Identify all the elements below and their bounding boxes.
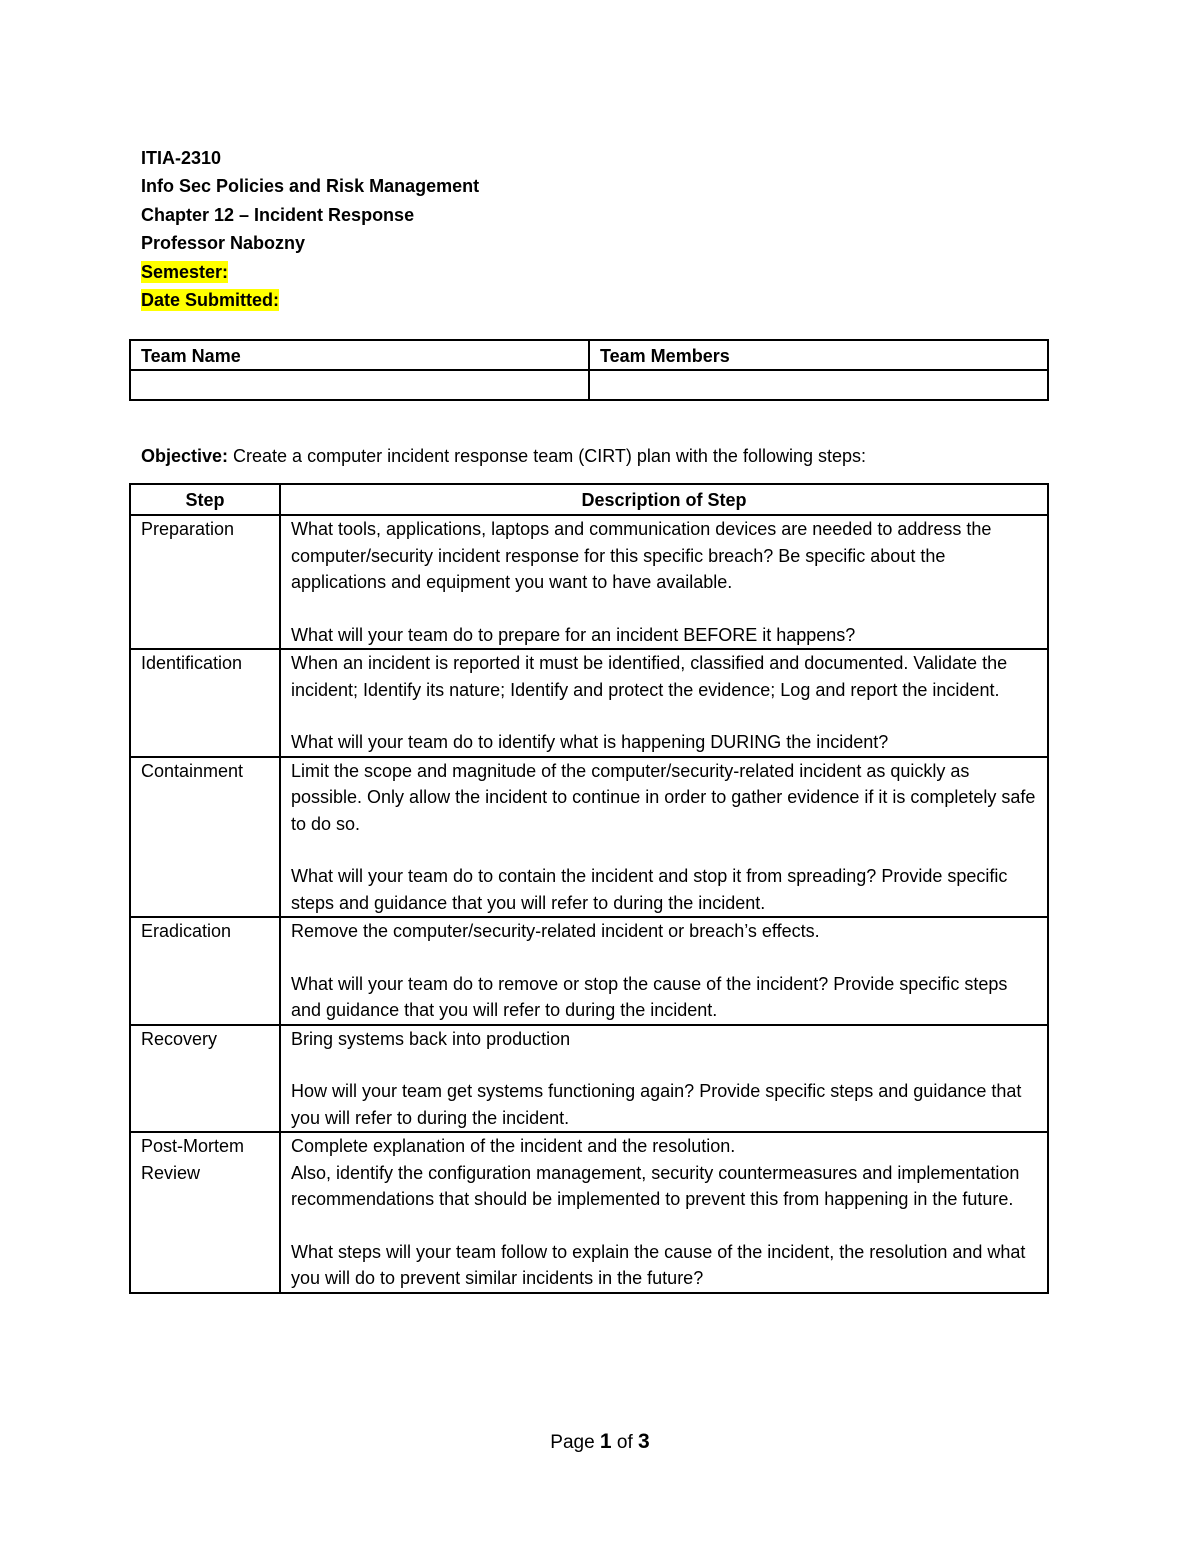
semester-label: Semester: <box>141 261 229 282</box>
step-row <box>130 515 1048 649</box>
step-description-paragraph: How will your team get systems functioning again? Provide specific steps and guidance that you will refer to during the incident. <box>291 1081 1022 1128</box>
semester-line <box>141 258 479 286</box>
step-description-cell <box>280 757 1048 918</box>
step-name-cell: Preparation <box>130 515 280 649</box>
step-description-paragraph: What tools, applications, laptops and communication devices are needed to address the computer/security incident response for this specific breach? Be specific about the applications and equipment you want to have available. <box>291 519 992 592</box>
paragraph-spacer <box>291 703 1037 729</box>
objective-statement <box>141 444 866 468</box>
step-description-paragraph: When an incident is reported it must be identified, classified and documented. Validate the incident; Identify its nature; Identify and protect the evidence; Log and report the incident. <box>291 653 1008 700</box>
step-description-paragraph: What will your team do to prepare for an incident BEFORE it happens? <box>291 624 856 645</box>
team-members-header: Team Members <box>589 340 1048 370</box>
step-description-paragraph: What will your team do to contain the incident and stop it from spreading? Provide specific steps and guidance that you will refer to during the incident. <box>291 866 1008 913</box>
team-table <box>129 339 1049 401</box>
of-word: of <box>616 1432 633 1453</box>
chapter-title: Chapter 12 – Incident Response <box>141 204 415 225</box>
step-name-cell: Eradication <box>130 917 280 1025</box>
step-description-paragraph: What will your team do to identify what is happening DURING the incident? <box>291 732 889 752</box>
paragraph-spacer <box>291 837 1037 863</box>
page-word: Page <box>550 1432 595 1453</box>
step-description-paragraph: What will your team do to remove or stop the cause of the incident? Provide specific steps and guidance that you will refer to during the incident. <box>291 973 1008 1020</box>
date-submitted-label: Date Submitted: <box>141 290 280 311</box>
current-page-number: 1 <box>599 1430 612 1453</box>
paragraph-spacer <box>291 945 1037 971</box>
step-name-cell: Recovery <box>130 1025 280 1133</box>
step-description-paragraph: Also, identify the configuration management, security countermeasures and implementation recommendations that should be implemented to prevent this from happening in the future. <box>291 1162 1020 1209</box>
paragraph-spacer <box>291 1213 1037 1239</box>
course-name: Info Sec Policies and Risk Management <box>141 176 480 197</box>
step-column-header: Step <box>130 484 280 515</box>
paragraph-spacer <box>291 1052 1037 1078</box>
document-header <box>141 144 479 314</box>
step-row <box>130 1025 1048 1133</box>
step-description-paragraph: What steps will your team follow to explain the cause of the incident, the resolution and what you will do to prevent similar incidents in the future? <box>291 1241 1026 1288</box>
team-table-header-row <box>130 340 1048 370</box>
steps-table-header-row <box>130 484 1048 515</box>
page-footer <box>0 1428 1200 1457</box>
steps-table-body <box>130 515 1048 1293</box>
step-description-cell <box>280 1132 1048 1293</box>
step-row <box>130 1132 1048 1293</box>
step-description-paragraph: Limit the scope and magnitude of the computer/security-related incident as quickly as possible. Only allow the incident to continue in order to gather evidence if it is completely safe to do so. <box>291 760 1036 834</box>
date-submitted-line <box>141 286 479 314</box>
step-description-cell <box>280 917 1048 1025</box>
step-row <box>130 757 1048 918</box>
total-pages-number: 3 <box>638 1430 650 1453</box>
objective-text: Create a computer incident response team (CIRT) plan with the following steps: <box>228 446 867 466</box>
step-description-paragraph: Complete explanation of the incident and the resolution. <box>291 1136 736 1156</box>
step-description-cell <box>280 649 1048 757</box>
description-column-header: Description of Step <box>280 484 1048 515</box>
step-description-paragraph: Bring systems back into production <box>291 1028 571 1049</box>
team-name-header: Team Name <box>130 340 589 370</box>
professor-name: Professor Nabozny <box>141 233 306 254</box>
step-name-cell: Containment <box>130 757 280 918</box>
team-members-cell[interactable] <box>589 370 1048 400</box>
step-description-cell <box>280 1025 1048 1133</box>
course-code: ITIA-2310 <box>141 148 222 168</box>
team-name-cell[interactable] <box>130 370 589 400</box>
objective-label: Objective: <box>141 446 229 466</box>
step-name-cell: Identification <box>130 649 280 757</box>
step-description-paragraph: Remove the computer/security-related incident or breach’s effects. <box>291 921 820 941</box>
team-table-input-row <box>130 370 1048 400</box>
step-row <box>130 649 1048 757</box>
step-name-cell: Post-Mortem Review <box>130 1132 280 1293</box>
step-description-cell <box>280 515 1048 649</box>
paragraph-spacer <box>291 596 1037 622</box>
steps-table <box>129 483 1049 1294</box>
step-row <box>130 917 1048 1025</box>
